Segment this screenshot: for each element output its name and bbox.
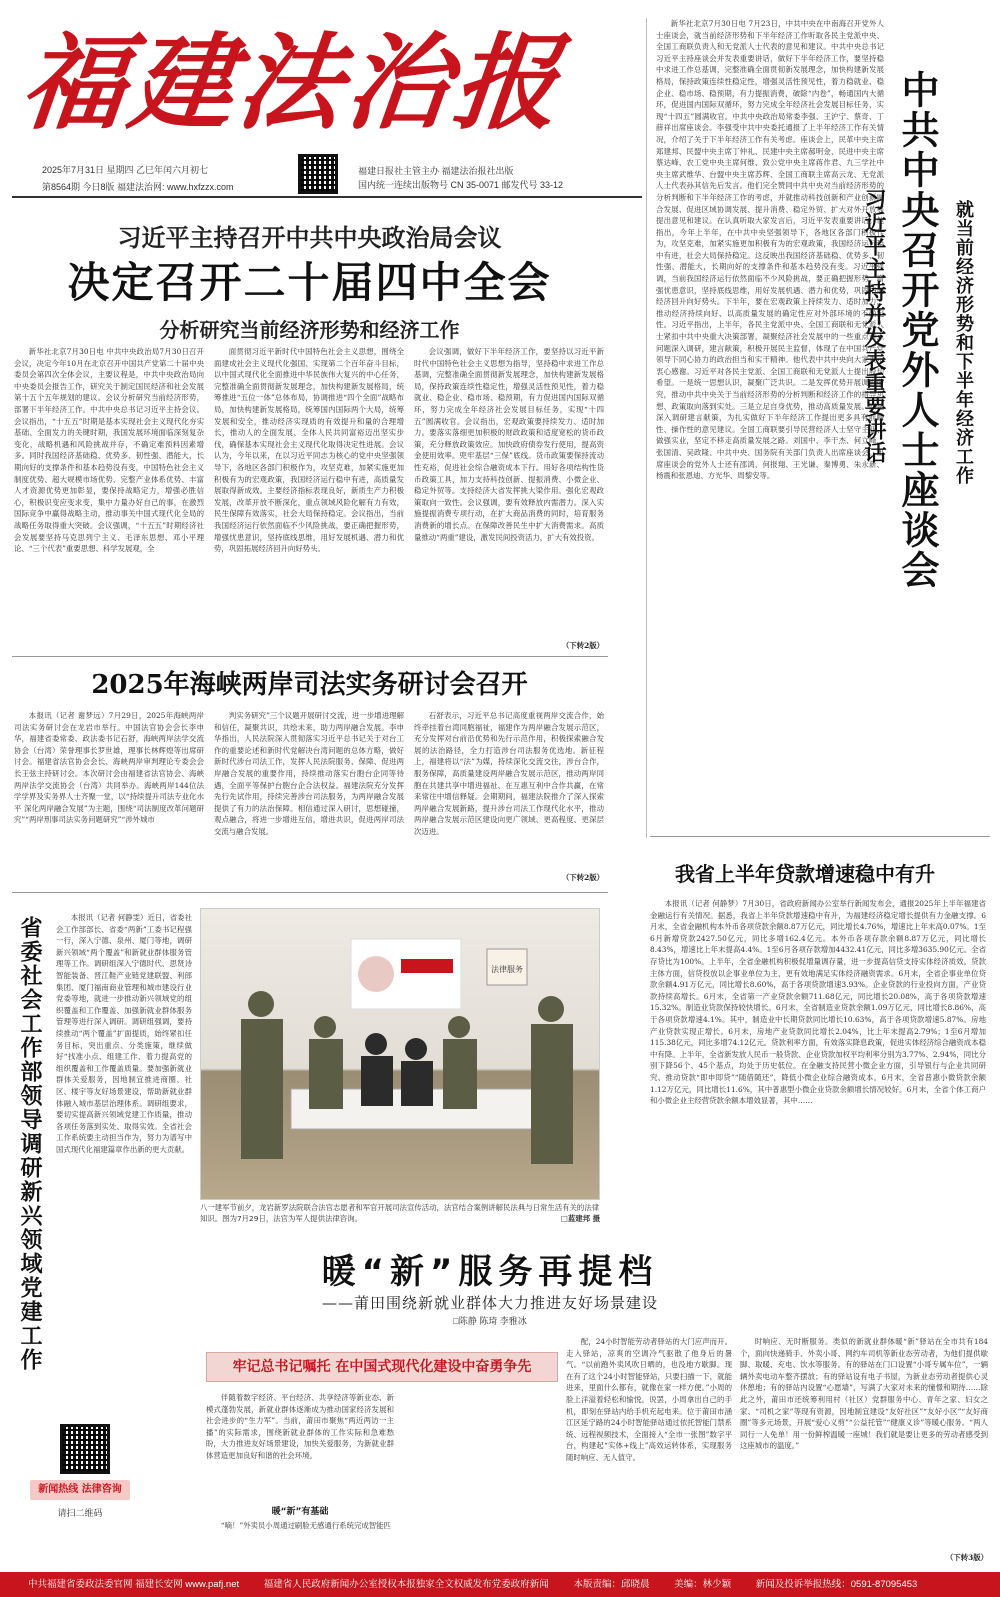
- footer-item-editor: 本版责编：邱晓晨: [573, 1579, 650, 1590]
- lead-col2-text: 面贯彻习近平新时代中国特色社会主义思想，围绕全面建成社会主义现代化强国、实现第二个百年奋斗目标，以中国式现代化全面推进中华民族伟大复兴的中心任务，完整准确全面贯彻新发展理念，加快构建新发展格局，统筹推进“五位一体”总体布局，协调推进“四个全面”战略布局，加快构建新发展格局，统筹国内国际两个大局，统筹发展和安全，推动经济实现质的有效提升和量的合理增长，推动人的全面发展、全体人民共同富裕迈出坚实步伐，确保基本实现社会主义现代化取得决定性进展。会议认为，今年以来，在以习近平同志为核心的党中央坚强领导下，各地区各部门积极作为，攻坚克难，加紧实施更加积极有为的宏观政策，我国经济运行稳中有进，高质量发展取得新成效。主要经济指标表现良好，新质生产力积极发展，改革开放不断深化，重点领域风险化解有力有效，民生保障有效落实，社会大局保持稳定。会议指出，当前我国经济运行依然面临不少风险挑战，要正确把握形势，增强忧患意识，坚持底线思维，用好发展机遇、潜力和优势，巩固拓展经济回升向好势头。: [214, 347, 404, 554]
- right-lead-vertical-subtitle-2: 习近平主持并发表重要讲话: [861, 188, 886, 464]
- newspaper-logo: 福建法治报: [15, 21, 569, 144]
- warm-column-2: [566, 1336, 732, 1566]
- photo-sign-text: 法律服务: [491, 965, 523, 974]
- social-body: 本报讯（记者 何静雯）近日，省委社会工作部部长、省委“两新”工委书记程强一行，深入宁德、泉州、厦门等地，调研新兴领域“两个覆盖”和新就业群体服务管理等工作。调研组深入宁德时代、思贤诗智能装备、晋江鞋产业链党建联盟、利郎集团、厦门福南商业管理和城市建设行业党委等地，就进一步推动新兴领域党的组织覆盖和工作覆盖、加强新就业群体服务管理等进行深入调研。调研组强调，要持续推动“两个覆盖”扩面提质，始终紧扣任务目标，突出重点、分类施策，继续做好“找准小点、组建工作、着力提高党的组织覆盖和工作覆盖质量。要加强新就业群体关爱服务，因地制宜推进商圈、社区、楼宇等友好场景建设，帮助新就业群体融入城市基层治理体系。调研组要求，要切实提高新兴领域党建工作质量，推动各项任务落到实处、取得实效。全省社会工作系统要主动担当作为，努力为谱写中国式现代化福建篇章作出新的更大贡献。: [56, 913, 192, 1154]
- warm-col3-text: 时响应、无时断服务。类似的新就业群体暖“新”驿站在全市共有184个，面向快递骑手、外卖小哥、网约车司机等新业态劳动者，为他们提供歇脚、取暖、充电、饮水等服务。有的驿站在门口设置“小哥专属车位”，一辆辆外卖电动车整齐摆放；有的驿站设有电子书屋，为新业态劳动者提供心灵休憩地；有的驿站内设置“心愿墙”，写满了大家对未来的憧憬和期待……除此之外，莆田市还统筹利用村（社区）党群服务中心、青年之家、妇女之家、“司机之家”等现有资源，因地制宜建设“友好社区”“友好小区”“友好商圈”等多元场景，开展“爱心义剪”“公益托管”“健康义诊”等暖心服务。“两人同行一人免单！用一份鲜榨温暖一座城！我们就是要让更多的劳动者感受到这座城市的温度。”: [740, 1337, 988, 1451]
- photo-illustration: [201, 909, 600, 1200]
- photo-caption: [200, 1202, 600, 1224]
- seminar-col1-text: 本报讯（记者 谢梦远）7月29日，2025年海峡两岸司法实务研讨会在龙岩市举行。中国法官协会会长李申华，福建省委常委、政法委书记石舒，海峡两岸法学交流协会（台湾）荣誉理事长罗世雄，理事长林辉煌等出席研讨会。福建省法官协会会长、海峡两岸审判理论专委会会长王弦主持研讨会。本次研讨会由福建省法官协会、海峡两岸法学交流协会（台湾）共同举办。海峡两岸144位法学学界及实务界人士齐聚一堂，以“持续提升司法专业化水平 深化两岸融合发展”为主题，围绕“司法制度改革问题研究”“两岸刑事司法实务问题研究”“涉外城市: [14, 711, 204, 825]
- news-photo[interactable]: [200, 908, 600, 1200]
- lead-subheadline: 分析研究当前经济形势和经济工作: [159, 318, 460, 342]
- lead-column-3: [414, 346, 604, 638]
- court-emblem-icon: [358, 956, 394, 992]
- right-lead-text: [656, 18, 884, 824]
- lead-kicker: 习近平主持召开中共中央政治局会议: [117, 224, 502, 252]
- column-rule: [646, 18, 647, 838]
- loans-body: 本报讯（记者 何静梦）7月30日，省政府新闻办公室举行新闻发布会，通报2025年上半年福建省金融运行有关情况。据悉，我省上半年贷款增速稳中有升，为福建经济稳定增长提供有力金融支撑。6月末，全省金融机构本外币各项贷款余额8.87万亿元，同比增长4.76%，增速比上年末高0.07%。1至6月新增贷款2427.50亿元，同比多增162.4亿元。本外币各项存款余额8.87万亿元，同比增长8.43%，增速比上年末提高4.4%。1至6月各项存款增加4432.41亿元，同比多增3635.90亿元。全省存贷比为100%。上半年，全省金融机构积极促增量调存量，进一步提高信贷支持实体经济质效。贷款主体方面，信贷投放以企事业单位为主，更有效地满足实体经济融资需求。6月末，全省企事业单位贷款余额4.91万亿元，同比增长8.60%，高于各项贷款增速3.93%。企业贷款的行业投向方面，产业贷款持续高增长。6月末，全省第一产业贷款余额711.68亿元，同比增长20.08%，高于各项贷款增速15.32%。制造业贷款保持较快增长。6月末，全省制造业贷款余额1.09万亿元，同比增长8.86%，高于各项贷款增速4.1%。其中，制造业中长期贷款同比增长10.63%，高于各项贷款增速5.87%。房地产业贷款实现正增长。6月末，房地产业贷款同比增长2.04%，比上年末提高2.79%；1至6月增加115.38亿元，同比多增74.12亿元。贷款利率方面，有效落实降息政策，促进实体经济综合融资成本稳中有降。上半年，全省新发放人民币一般贷款、企业贷款加权平均利率分别为3.77%、2.94%，同比分别下降56个、45个基点，均处于历史低位。在金融支持民营小微企业方面，引导银行与企业共同研究、推动贷款“即申即贷”“随借随还”，降低小微企业综合融资成本。6月末，全省普惠小微贷款余额1.12万亿元，同比增长11.6%，其中普惠型小微企业贷款余额增长情况较好。6月末，全省个体工商户和小微企业主经营贷款余额本增效显著，其中……: [650, 899, 986, 1106]
- lead-continued: （下转2版）: [561, 641, 604, 650]
- photo-credit: □蓝建邦 摄: [560, 1214, 600, 1223]
- issue-line: 第8564期 今日8版 福建法治网: www.hxfzzx.com: [42, 182, 234, 192]
- warm-col1-text: 伴随着数字经济、平台经济、共享经济等新业态、新模式蓬勃发展，新就业群体逐渐成为推动国家经济发展和社会进步的“生力军”。当前，莆田市聚焦“两近两访一主播”的实际需求，围绕新就业群体的工作实际和急难愁盼，大力推进友好场景建设，加快关爱服务，为新就业群体营造更加良好和谐的社会环境。: [206, 1393, 394, 1460]
- warm-byline: □陈静 陈琦 李雅冰: [453, 1316, 527, 1326]
- qr-code-icon[interactable]: [298, 154, 338, 194]
- warm-col1-subhead: 暖“新”有基础: [271, 1507, 329, 1517]
- warm-column-1: [206, 1392, 394, 1500]
- lead-col1-text: 新华社北京7月30日电 中共中央政治局7月30日召开会议，决定今年10月在北京召开中国共产党第二十届中央委员会第四次全体会议，主要议程是，中共中央政治局向中央委员会报告工作，研究关于制定国民经济和社会发展第十五个五年规划的建议。会议分析研究当前经济形势，部署下半年经济工作。中共中央总书记习近平主持会议。会议指出，“十五五”时期是基本实现社会主义现代化夯实基础、全面发力的关键时期，我国发展环境面临深刻复杂变化，战略机遇和风险挑战并存，不确定难预料因素增多。同时我国经济基础稳、优势多、韧性强、潜能大，长期向好的支撑条件和基本趋势没有变，中国特色社会主义制度优势、超大规模市场优势、完整产业体系优势、丰富人才资源优势更加彰显，要保持战略定力，增强必胜信心，积极识变应变求变，集中力量办好自己的事，在激烈国际竞争中赢得战略主动，推动事关中国式现代化全局的战略任务取得重大突破。会议强调，“十五五”时期经济社会发展要坚持马克思列宁主义、毛泽东思想、邓小平理论、“三个代表”重要思想、科学发展观，全: [14, 347, 204, 554]
- seminar-col3-text: 石舒表示，习近平总书记高度重视两岸交流合作，始终牵挂着台湾同胞福祉，福建作为两岸融合发展示范区，充分发挥对台前沿优势和先行示范作用，积极探索融合发展的法治路径，全力打造涉台司法服务优选地。新征程上，福建将以“法”为媒，持续深化交流交往，涉台合作，服务保障，高质量建设两岸融合发展示范区，推动两岸同胞在共建共享中增进福祉、在互惠互利中合作共赢，在常来常往中增信释疑。会期期间，福建法院推介了深入探索两岸融合发展新路，提升涉台司法工作现代化水平，推动两岸融合发展示范区建设向更广领域、更高程度、更深层次迈进。: [414, 711, 604, 836]
- seminar-headline[interactable]: 2025年海峡两岸司法实务研讨会召开: [91, 670, 528, 700]
- right-lead-body: 新华社北京7月30日电 7月23日，中共中央在中南海召开党外人士座谈会，就当前经济形势和下半年经济工作听取各民主党派中央、全国工商联负责人和无党派人士代表的意见和建议。中共中央总书记习近平主持座谈会并发表重要讲话，做好下半年经济工作，要坚持稳中求进工作总基调，完整准确全面贯彻新发展理念，加快构建新发展格局，保持政策连续性稳定性，增强灵活性预见性，着力稳就业、稳企业、稳市场、稳预期，有力提振消费，破除“内卷”，畅通国内大循环，促进国内国际双循环，努力完成全年经济社会发展目标任务，实现“十四五”圆满收官。中共中央政治局常委李强、王沪宁、蔡奇、丁薛祥出席座谈会。李强受中共中央委托通报了上半年经济工作有关情况，介绍了关于下半年经济工作有关考虑。座谈会上，民革中央主席郑建邦、民盟中央主席丁仲礼、民建中央主席郝明金、民进中央主席蔡达峰、农工党中央主席何维、致公党中央主席蒋作君、九三学社中央主席武维华、台盟中央主席苏辉、全国工商联主席高云龙、无党派人士代表孙其信先后发言。他们完全赞同中共中央对当前经济形势的分析判断和下半年经济工作的考虑，并就推动科技创新和产业创新融合发展、促进区域协调发展、提升消费、稳定外贸、扩大对外开放等提出意见和建议。在认真听取大家发言后，习近平发表重要讲话。他指出，今年上半年，在中共中央坚强领导下，各地区各部门积极作为，攻坚克难，加紧实施更加积极有为的宏观政策，我国经济运行稳中有进，社会大局保持稳定。这反映出我国经济基础稳、优势多、韧性强、潜能大，长期向好的支撑条件和基本趋势没有变。习近平强调，当前我国经济运行依然面临不少风险挑战，要正确把握形势，增强忧患意识，坚持底线思维，用好发展机遇、潜力和优势，巩固拓展经济回升向好势头。下半年，要在宏观政策上持续发力、适时加力，推动经济持续向好、以高质量发展的确定性应对外部环境的不确定性。习近平指出，上半年，各民主党派中央、全国工商联和无党派人士紧扣中共中央重大决策部署，凝聚经济社会发展中的一些重点难点问题深入调研，建言献策，积极开展民主监督，体现了在中国共产党领导下同心协力的政治担当和实干精神。他代表中共中央向大家表示衷心感谢。习近平对各民主党派、全国工商联和无党派人士提出殷切希望。一是统一思想认识，凝聚广泛共识。二是发挥优势开展调查研究，推动中共中央关于当前经济形势的分析判断和经济工作的指导思想、政策取向落到实处。三是立足自身优势，推动高质量发展。四是深入调研建言献策，为扎实做好下半年经济工作提出更多具有前瞻性、操作性的意见建议。全国工商联要引导民营经济人士坚守主业、做强实业，坚定不移走高质量发展之路。刘国中、李干杰、何立峰、张国清、吴政隆、中共中央、国务院有关部门负责人出席座谈会。出席座谈会的党外人士还有邵鸿、何报翔、王光谦、秦博勇、朱永新、杨震和张恩迪、方光华、周黎安等。: [656, 19, 884, 481]
- photo-caption-text: 八一建军节前夕，龙岩新罗法院联合法官志愿者和军官开展司法宣传活动，法官结合案例讲解民法典与日常生活有关的法律知识。图为7月29日，法官为军人提供法律咨询。: [200, 1203, 600, 1223]
- masthead: [12, 18, 652, 193]
- warm-column-1-tail: [206, 1520, 394, 1566]
- footer-bar: [0, 1572, 1000, 1597]
- loans-text: [650, 898, 986, 1228]
- campaign-banner: 牢记总书记嘱托 在中国式现代化建设中奋勇争先: [206, 1352, 558, 1382]
- warm-continued: （下转3版）: [945, 1553, 988, 1562]
- photo-banner-shape: [401, 959, 453, 973]
- warm-col2-text: 配，24小时智能劳动者驿站的大门应声而开。走入驿站，凉爽的空调冷气驱散了他身后的暑气。“以前跑外卖风吹日晒的，也没地方歇脚。现在有了这个24小时智能驿站，只要扫描一下，就能进来，里面什么都有，就像在家一样方便。”小周的脸上洋溢着轻松和愉悦。说罢，小周拿出自己的手机，即刻在驿站内给手机充起电来。位于莆田市涵江区延宁路的24小时智能驿站通过依托智能门禁系统、远程视频技术，全面接入“全市一张图”数字平台，构建起“实体+线上”高效运转体系，实现服务随时响应、无人值守。: [566, 1337, 732, 1462]
- lead-headline[interactable]: 决定召开二十届四中全会: [67, 258, 552, 307]
- warm-column-3: [740, 1336, 988, 1548]
- footer-item-authorization: 福建省人民政府新闻办公室授权本报独家全文权威发布党委政府新闻: [263, 1579, 549, 1590]
- right-lead-vertical-subtitle-1: 就当前经济形势和下半年经济工作: [953, 200, 974, 485]
- right-divider: [650, 836, 990, 837]
- publisher-line: 福建日报社主管主办 福建法治报社出版: [358, 166, 514, 176]
- warm-headline[interactable]: 暖“新”服务再提档: [321, 1252, 659, 1292]
- cn-line: 国内统一连续出版物号 CN 35-0071 邮发代号 33-12: [358, 180, 564, 190]
- warm-col1-tail-text: “嘀！”外卖员小周通过刷脸无感通行系统完成智能匹: [220, 1521, 391, 1530]
- footer-item-designer: 美编：林少颖: [674, 1579, 732, 1590]
- seminar-continued: （下转2版）: [561, 873, 604, 882]
- loans-headline[interactable]: 我省上半年贷款增速稳中有升: [675, 862, 935, 886]
- lead-column-2: [214, 346, 404, 648]
- hotline-qr-code-icon[interactable]: [60, 1424, 110, 1474]
- hotline-badge[interactable]: 新闻热线 法律咨询: [30, 1480, 130, 1500]
- lead-column-1: [14, 346, 204, 648]
- social-vertical-title[interactable]: 省委社会工作部领导调研新兴领域党建工作: [17, 916, 42, 1372]
- date-line: 2025年7月31日 星期四 乙巳年闰六月初七: [42, 165, 209, 175]
- seminar-column-1: [14, 710, 204, 882]
- warm-subheadline: ——莆田围绕新就业群体大力推进友好场景建设: [321, 1294, 658, 1312]
- masthead-divider: [12, 196, 642, 198]
- publisher-info: [358, 164, 563, 192]
- section-divider: [12, 656, 608, 657]
- section-divider-2: [12, 892, 608, 893]
- footer-item-hotline[interactable]: 新闻及投诉举报热线：0591-87095453: [755, 1579, 918, 1590]
- qr-label: 请扫二维码: [57, 1509, 103, 1519]
- footer-item-website[interactable]: 中共福建省委政法委官网 福建长安网 www.pafj.net: [28, 1579, 240, 1590]
- seminar-col2-text: 判实务研究”三个议题开展研讨交流，进一步增进理解和信任，凝聚共识，共绘未来，助力两岸融合发展。李申华指出，人民法院深入贯彻落实习近平总书记关于对台工作的重要论述和新时代党解决台湾问题的总体方略，做好新时代涉台司法工作，发挥人民法院服务、保障、促进两岸融合发展的重要作用，持续推动落实台胞台企同等待遇，全面平等保护台胞台企合法权益。福建法院充分发挥先行先试作用，持续完善涉台司法服务，为两岸融合发展提供了有力的法治保障。相信通过深入研讨，思想碰撞，观点融合，将进一步增进互信，增进共识，促进两岸司法交流与融合发展。: [214, 711, 404, 836]
- seminar-column-2: [214, 710, 404, 882]
- social-text: [56, 912, 192, 1417]
- lead-col3-text: 会议强调，做好下半年经济工作，要坚持以习近平新时代中国特色社会主义思想为指导，坚持稳中求进工作总基调，完整准确全面贯彻新发展理念，加快构建新发展格局，保持政策连续性稳定性，增强灵活性预见性，着力稳就业、稳企业、稳市场、稳预期，有力促进国内国际双循环，努力完成全年经济社会发展目标任务，实现“十四五”圆满收官。会议指出，宏观政策要持续发力、适时加力。要落实落细更加积极的财政政策和适度宽松的货币政策，充分释放政策效应。加快政府债券发行使用，提高资金使用效率。兜牢基层“三保”底线。货币政策要保持流动性充裕，促进社会综合融资成本下行。用好各项结构性货币政策工具，加力支持科技创新、提振消费、小微企业、稳定外贸等。支持经济大省发挥挑大梁作用。强化宏观政策取向一致性。会议强调，要有效释放内需潜力。深入实施提振消费专项行动，在扩大商品消费的同时，培育服务消费新的增长点。在保障改善民生中扩大消费需求。高质量推动“两重”建设，激发民间投资活力，扩大有效投资。: [414, 347, 604, 542]
- right-lead-vertical-title[interactable]: 中共中央召开党外人士座谈会: [895, 70, 939, 590]
- seminar-column-3: [414, 710, 604, 872]
